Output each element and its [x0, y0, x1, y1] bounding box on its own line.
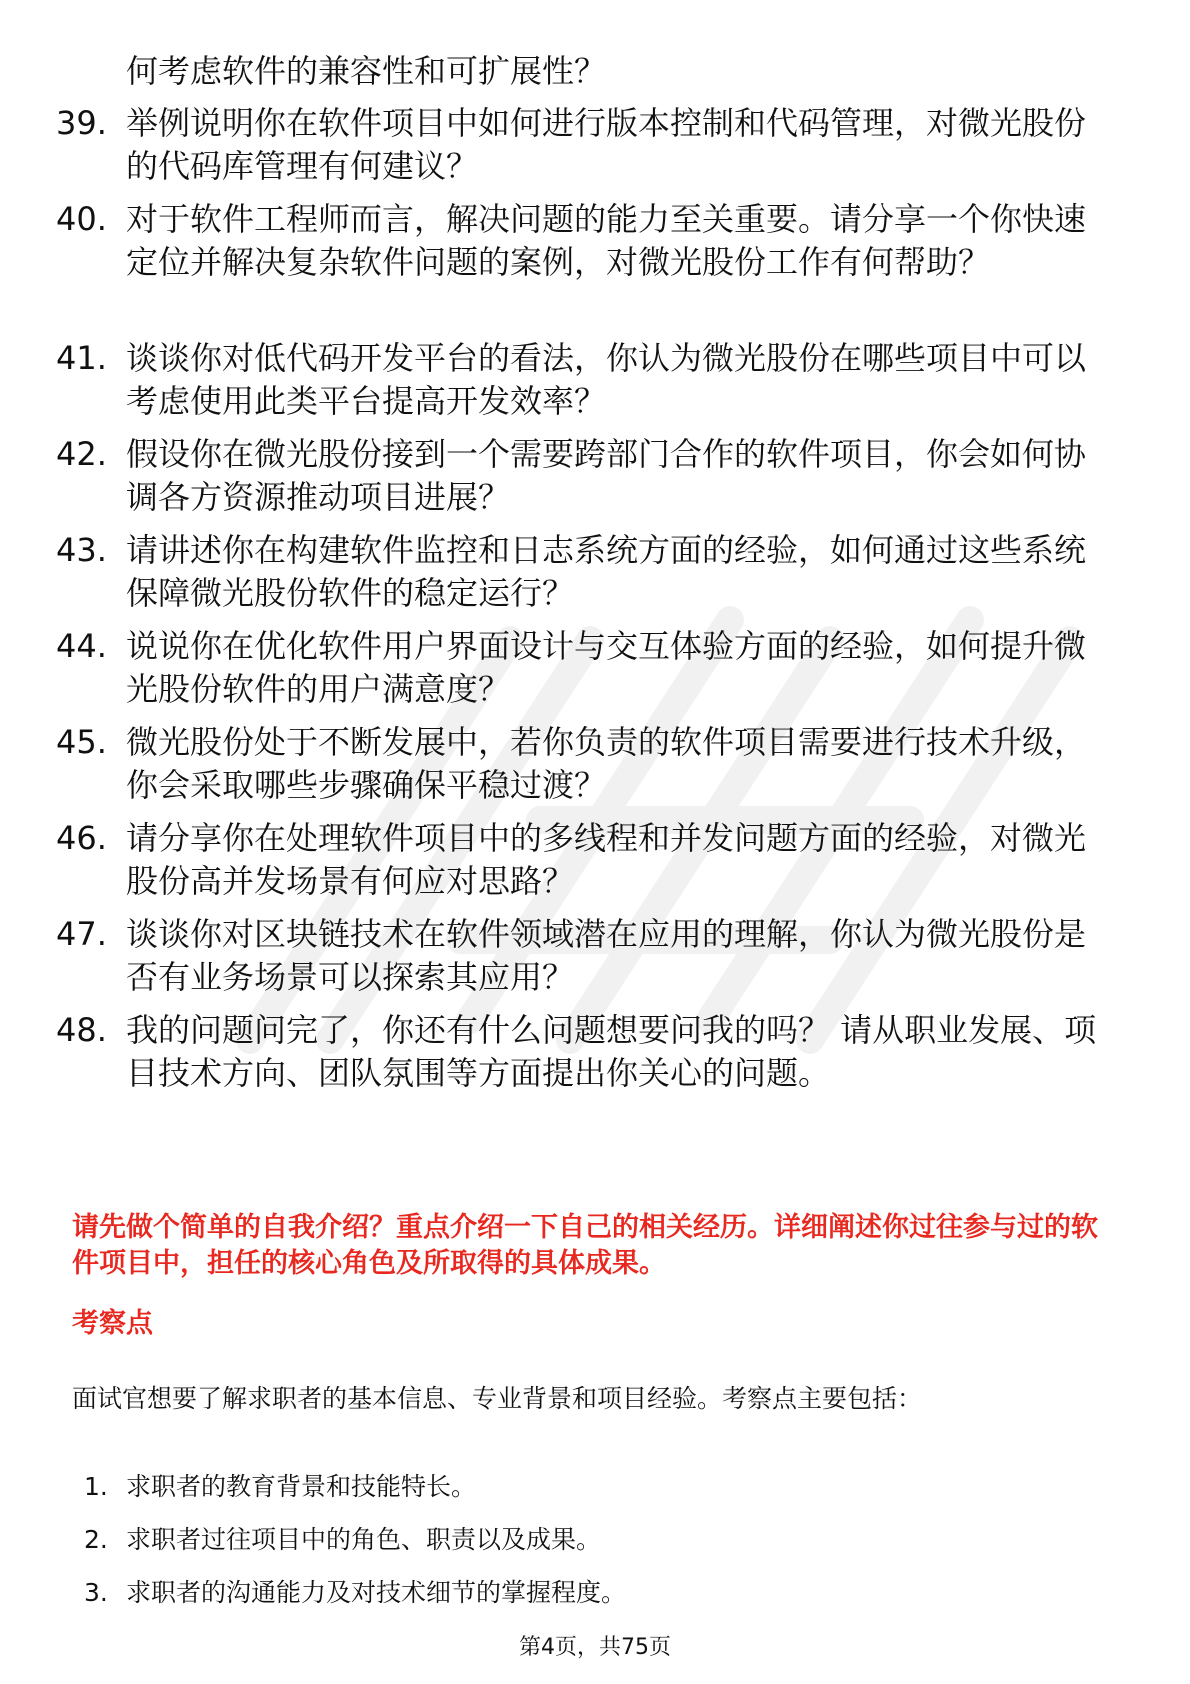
- question-text: 微光股份处于不断发展中，若你负责的软件项目需要进行技术升级，你会采取哪些步骤确保平稳过渡？: [126, 723, 1087, 804]
- question-text: 假设你在微光股份接到一个需要跨部门合作的软件项目，你会如何协调各方资源推动项目进展？: [126, 435, 1087, 516]
- question-text: 举例说明你在软件项目中如何进行版本控制和代码管理，对微光股份的代码库管理有何建议？: [126, 104, 1087, 185]
- list-item-number: 3.: [84, 1578, 108, 1607]
- question-number: 48.: [56, 1011, 107, 1049]
- question-text: 谈谈你对区块链技术在软件领域潜在应用的理解，你认为微光股份是否有业务场景可以探索其应用？: [126, 915, 1087, 996]
- question-text: 对于软件工程师而言，解决问题的能力至关重要。请分享一个你快速定位并解决复杂软件问题的案例，对微光股份工作有何帮助？: [126, 200, 1087, 281]
- question-text: 说说你在优化软件用户界面设计与交互体验方面的经验，如何提升微光股份软件的用户满意度？: [126, 627, 1087, 708]
- list-item-text: 求职者的教育背景和技能特长。: [126, 1472, 477, 1501]
- question-number: 39.: [56, 104, 107, 142]
- question-number: 46.: [56, 819, 107, 857]
- question-number: 42.: [56, 435, 107, 473]
- question-text: 我的问题问完了，你还有什么问题想要问我的吗？ 请从职业发展、项目技术方向、团队氛围等方面提出你关心的问题。: [126, 1011, 1097, 1092]
- page-footer: 第4页，共75页: [519, 1635, 671, 1660]
- question-number: 43.: [56, 531, 107, 569]
- question-text: 请分享你在处理软件项目中的多线程和并发问题方面的经验，对微光股份高并发场景有何应对思路？: [126, 819, 1087, 900]
- question-number: 44.: [56, 627, 107, 665]
- list-item-number: 2.: [84, 1525, 108, 1554]
- question-text: 谈谈你对低代码开发平台的看法，你认为微光股份在哪些项目中可以考虑使用此类平台提高开发效率？: [126, 339, 1087, 420]
- question-continuation: 何考虑软件的兼容性和可扩展性？: [126, 52, 607, 90]
- featured-question-heading: 请先做个简单的自我介绍？重点介绍一下自己的相关经历。详细阐述你过往参与过的软件项目中，担任的核心角色及所取得的具体成果。: [72, 1212, 1098, 1279]
- list-item-number: 1.: [84, 1472, 108, 1501]
- question-text: 请讲述你在构建软件监控和日志系统方面的经验，如何通过这些系统保障微光股份软件的稳定运行？: [126, 531, 1087, 612]
- question-number: 40.: [56, 200, 107, 238]
- question-number: 45.: [56, 723, 107, 761]
- question-number: 47.: [56, 915, 107, 953]
- section-label: 考察点: [72, 1308, 153, 1339]
- list-item-text: 求职者过往项目中的角色、职责以及成果。: [126, 1525, 602, 1554]
- list-item-text: 求职者的沟通能力及对技术细节的掌握程度。: [126, 1578, 627, 1607]
- question-number: 41.: [56, 339, 107, 377]
- intro-paragraph: 面试官想要了解求职者的基本信息、专业背景和项目经验。考察点主要包括：: [72, 1384, 923, 1413]
